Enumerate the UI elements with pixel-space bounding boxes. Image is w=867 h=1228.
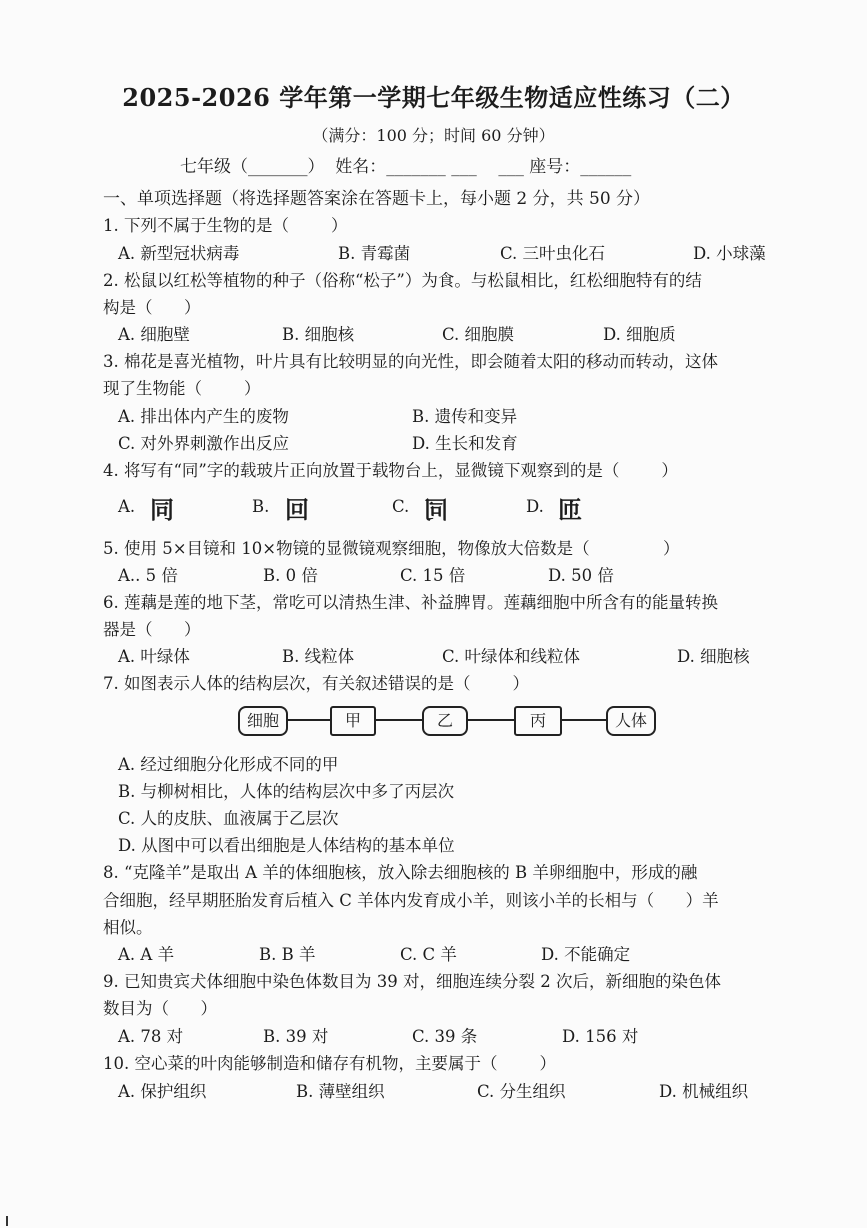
question-4-option-b: B. bbox=[252, 497, 270, 516]
question-2-option-c: C. 细胞膜 bbox=[442, 325, 515, 344]
question-8-stem-line1: 8. “克隆羊”是取出 A 羊的体细胞核，放入除去细胞核的 B 羊卵细胞中，形成的融 bbox=[103, 863, 698, 882]
question-4-option-a: A. bbox=[118, 497, 136, 516]
question-2-option-a: A. 细胞壁 bbox=[118, 325, 190, 344]
question-4-glyph-d: 匝 bbox=[558, 496, 582, 524]
question-6-option-d: D. 细胞核 bbox=[677, 647, 750, 666]
question-4-option-d: D. bbox=[526, 497, 544, 516]
question-1-option-c: C. 三叶虫化石 bbox=[500, 244, 606, 263]
diagram-node-human-body: 人体 bbox=[606, 706, 656, 736]
question-2-option-b: B. 细胞核 bbox=[282, 325, 355, 344]
question-3-stem-line1: 3. 棉花是喜光植物，叶片具有比较明显的向光性，即会随着太阳的移动而转动，这体 bbox=[103, 352, 718, 371]
diagram-node-bing: 丙 bbox=[514, 706, 562, 736]
question-9-option-b: B. 39 对 bbox=[263, 1027, 329, 1046]
question-8-option-a: A. A 羊 bbox=[118, 945, 175, 964]
question-6-stem-line2: 器是（ ） bbox=[103, 620, 201, 639]
question-8-option-d: D. 不能确定 bbox=[541, 945, 631, 964]
question-6-option-a: A. 叶绿体 bbox=[118, 647, 190, 666]
diagram-node-yi: 乙 bbox=[422, 706, 468, 736]
question-2-option-d: D. 细胞质 bbox=[603, 325, 676, 344]
question-3-option-b: B. 遗传和变异 bbox=[412, 407, 518, 426]
question-3-option-d: D. 生长和发育 bbox=[412, 434, 518, 453]
question-2-stem-line1: 2. 松鼠以红松等植物的种子（俗称“松子”）为食。与松鼠相比，红松细胞特有的结 bbox=[103, 271, 702, 290]
question-4-glyph-c: 同 bbox=[424, 496, 448, 524]
question-10-option-b: B. 薄壁组织 bbox=[296, 1082, 385, 1101]
question-9-option-c: C. 39 条 bbox=[412, 1027, 478, 1046]
question-10-option-c: C. 分生组织 bbox=[477, 1082, 566, 1101]
question-8-stem-line3: 相似。 bbox=[103, 918, 153, 937]
question-3-option-c: C. 对外界刺激作出反应 bbox=[118, 434, 290, 453]
question-9-stem-line1: 9. 已知贵宾犬体细胞中染色体数目为 39 对，细胞连续分裂 2 次后，新细胞的染色体 bbox=[103, 972, 721, 991]
question-5-option-d: D. 50 倍 bbox=[548, 566, 614, 585]
question-10-stem: 10. 空心菜的叶肉能够制造和储存有机物，主要属于（ ） bbox=[103, 1054, 556, 1073]
question-4-option-c: C. bbox=[392, 497, 410, 516]
question-1-option-a: A. 新型冠状病毒 bbox=[118, 244, 240, 263]
question-7-stem: 7. 如图表示人体的结构层次，有关叙述错误的是（ ） bbox=[103, 674, 529, 693]
diagram-node-jia: 甲 bbox=[330, 706, 376, 736]
question-1-option-b: B. 青霉菌 bbox=[338, 244, 411, 263]
question-4-stem: 4. 将写有“同”字的载玻片正向放置于载物台上，显微镜下观察到的是（ ） bbox=[103, 461, 678, 480]
question-3-option-a: A. 排出体内产生的废物 bbox=[118, 407, 289, 426]
question-9-option-d: D. 156 对 bbox=[562, 1027, 639, 1046]
question-10-option-a: A. 保护组织 bbox=[118, 1082, 207, 1101]
question-6-stem-line1: 6. 莲藕是莲的地下茎，常吃可以清热生津、补益脾胃。莲藕细胞中所含有的能量转换 bbox=[103, 593, 718, 612]
student-info-line: 七年级（_______） 姓名：_______ ___ ___ 座号：______ bbox=[180, 157, 632, 177]
question-8-option-b: B. B 羊 bbox=[259, 945, 316, 964]
question-9-stem-line2: 数目为（ ） bbox=[103, 999, 217, 1018]
question-6-option-b: B. 线粒体 bbox=[282, 647, 355, 666]
question-4-glyph-a: 同 bbox=[150, 496, 174, 524]
question-8-option-c: C. C 羊 bbox=[400, 945, 457, 964]
scan-edge-mark bbox=[6, 1216, 8, 1226]
question-7-option-d: D. 从图中可以看出细胞是人体结构的基本单位 bbox=[118, 836, 455, 855]
question-7-option-b: B. 与柳树相比，人体的结构层次中多了丙层次 bbox=[118, 782, 455, 801]
question-7-option-c: C. 人的皮肤、血液属于乙层次 bbox=[118, 809, 339, 828]
question-5-option-c: C. 15 倍 bbox=[400, 566, 466, 585]
question-1-stem: 1. 下列不属于生物的是（ ） bbox=[103, 216, 348, 235]
question-7-option-a: A. 经过细胞分化形成不同的甲 bbox=[118, 755, 339, 774]
question-1-option-d: D. 小球藻 bbox=[693, 244, 766, 263]
question-5-stem: 5. 使用 5×目镜和 10×物镜的显微镜观察细胞，物像放大倍数是（ ） bbox=[103, 539, 680, 558]
question-9-option-a: A. 78 对 bbox=[118, 1027, 184, 1046]
question-4-glyph-b: 回 bbox=[285, 496, 309, 524]
score-time-info: （满分：100 分；时间 60 分钟） bbox=[312, 126, 555, 145]
question-3-stem-line2: 现了生物能（ ） bbox=[103, 379, 261, 398]
question-10-option-d: D. 机械组织 bbox=[659, 1082, 749, 1101]
question-5-option-b: B. 0 倍 bbox=[263, 566, 318, 585]
page-title: 2025-2026 学年第一学期七年级生物适应性练习（二） bbox=[122, 83, 745, 112]
section-heading: 一、单项选择题（将选择题答案涂在答题卡上，每小题 2 分，共 50 分） bbox=[103, 189, 651, 209]
diagram-node-cell: 细胞 bbox=[238, 706, 288, 736]
question-8-stem-line2: 合细胞，经早期胚胎发育后植入 C 羊体内发育成小羊，则该小羊的长相与（ ）羊 bbox=[103, 891, 719, 910]
question-2-stem-line2: 构是（ ） bbox=[103, 298, 201, 317]
question-6-option-c: C. 叶绿体和线粒体 bbox=[442, 647, 581, 666]
question-5-option-a: A.. 5 倍 bbox=[118, 566, 178, 585]
